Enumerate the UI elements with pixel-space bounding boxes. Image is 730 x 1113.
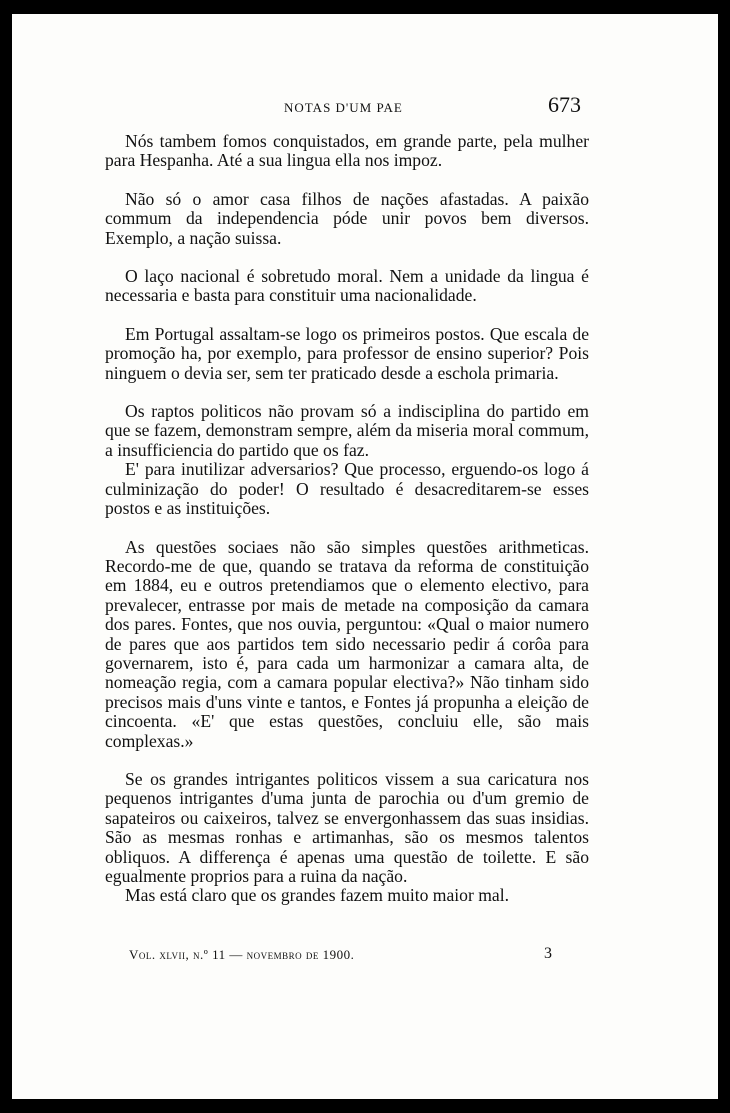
paragraph: Se os grandes intrigantes politicos vissem a sua caricatura nos pequenos intrigantes d'uma junta de parochia ou d'um gremio de sapateiros ou caixeiros, talvez se envergonhassem das suas insidias. São as mesmas ronhas e artimanhas, são os mesmos talentos obliquos. A differença é apenas uma questão de toilette. E são egualmente proprios para a ruina da nação. — [105, 768, 589, 886]
paragraph: Mas está claro que os grandes fazem muito maior mal. — [125, 885, 510, 906]
page-header — [12, 92, 718, 122]
paragraph: O laço nacional é sobretudo moral. Nem a unidade da lingua é necessaria e basta para constituir uma nacionalidade. — [105, 266, 589, 306]
paragraph: Em Portugal assaltam-se logo os primeiros postos. Que escala de promoção ha, por exemplo, para professor de ensino superior? Pois ninguem o devia ser, sem ter praticado desde a eschola primaria. — [105, 323, 589, 383]
paragraph: Os raptos politicos não provam só a indisciplina do partido em que se fazem, demonstram sempre, além da miseria moral commum, a insufficiencia do partido que os faz. — [105, 401, 589, 460]
paragraph: Não só o amor casa filhos de nações afastadas. A paixão commum da independencia póde unir povos bem diversos. Exemplo, a nação suissa. — [105, 188, 589, 248]
page-number: 673 — [548, 92, 581, 117]
running-title: NOTAS D'UM PAE — [284, 100, 403, 115]
signature-mark: 3 — [544, 945, 552, 962]
body-text — [105, 132, 589, 906]
document-page — [12, 14, 718, 1099]
paragraph: E' para inutilizar adversarios? Que processo, erguendo-os logo á culminização do poder! O resultado é desacreditarem-se esses postos e as instituições. — [105, 459, 589, 519]
volume-line: Vol. xlvii, n.º 11 — novembro de 1900. — [129, 947, 355, 962]
paragraph: As questões sociaes não são simples questões arithmeticas. Recordo-me de que, quando se tratava da reforma de constituição em 1884, eu e outros pretendiamos que o elemento electivo, para prevalecer, entrasse por mais de metade na composição da camara dos pares. Fontes, que nos ouvia, perguntou: «Qual o maior numero de pares que aos partidos tem sido necessario pedir á corôa para governarem, isto é, para cada um harmonizar a camara alta, de nomeação regia, com a camara popular electiva?» Não tinham sido precisos mais d'uns vinte e tantos, e Fontes já propunha a eleição de cincoenta. «E' que estas questões, concluiu elle, são mais complexas.» — [105, 536, 589, 751]
paragraph: Nós tambem fomos conquistados, em grande parte, pela mulher para Hespanha. Até a sua lingua ella nos impoz. — [105, 131, 589, 171]
